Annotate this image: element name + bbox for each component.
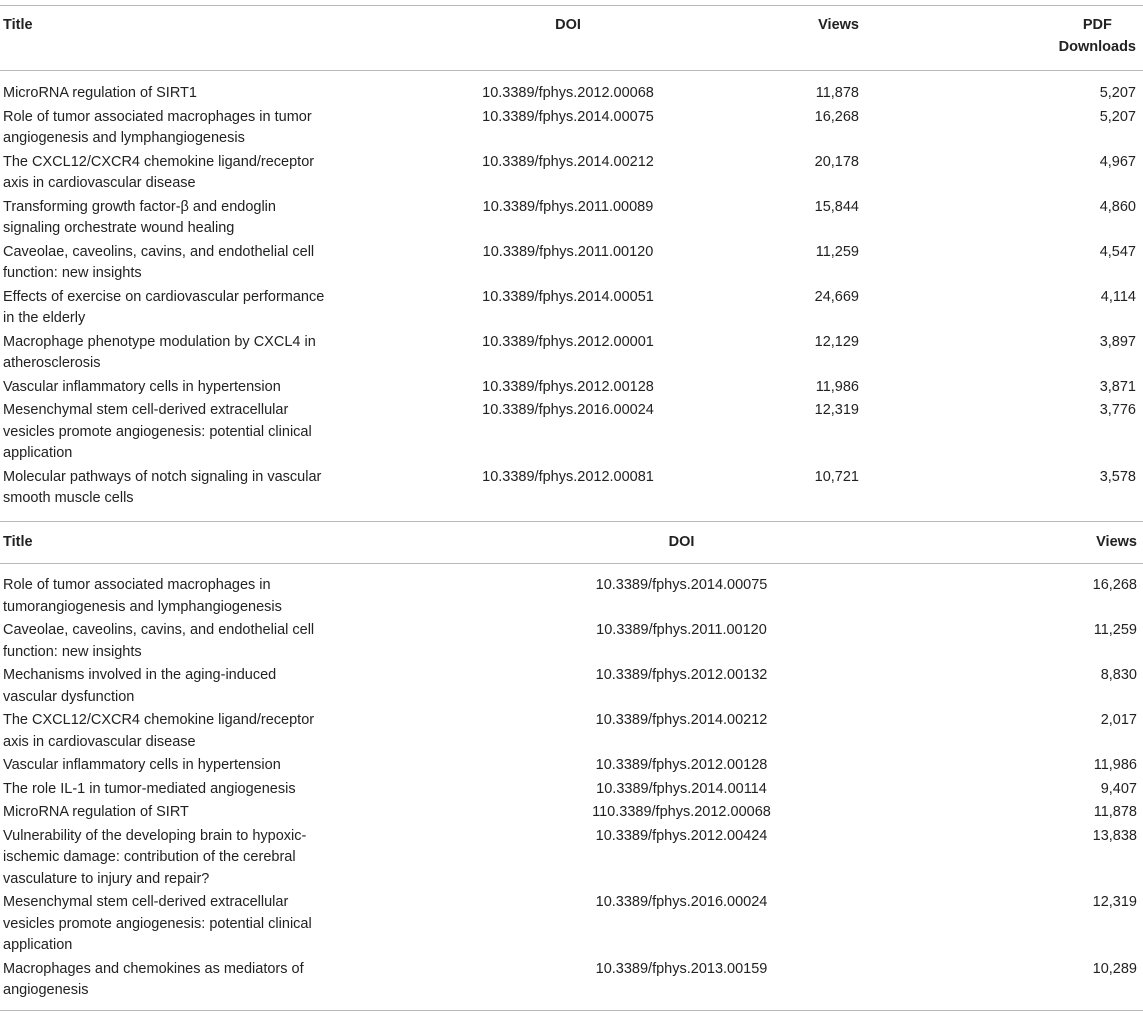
table-row: [0, 665, 1143, 710]
cell-views: 16,268: [1092, 577, 1137, 593]
cell-title: [0, 400, 420, 467]
table-header-row: [0, 3, 1143, 71]
table-row: [0, 564, 1143, 621]
header-views-label: Views: [818, 17, 859, 33]
title-text: Mechanisms involved in the aging-induced vascular dysfunction: [3, 667, 277, 705]
title-text: Caveolae, caveolins, cavins, and endothelial cell function: new insights: [3, 622, 315, 660]
cell-title: [0, 710, 420, 755]
cell-doi: 10.3389/fphys.2011.00120: [482, 243, 654, 260]
header-views: Views: [1096, 533, 1137, 550]
title-text: Effects of exercise on cardiovascular performance in the elderly: [3, 288, 325, 326]
cell-pdf-downloads: 4,114: [1100, 288, 1136, 305]
cell-views: 12,319: [1092, 894, 1137, 910]
cell-doi: 10.3389/fphys.2014.00212: [595, 712, 768, 728]
cell-doi: 10.3389/fphys.2013.00159: [595, 960, 768, 977]
table-row: [0, 779, 1143, 803]
cell-title: [0, 197, 420, 242]
cell-doi: 10.3389/fphys.2016.00024: [482, 402, 654, 418]
header-pdf-downloads: [859, 3, 1143, 71]
cell-views: 15,844: [814, 198, 859, 215]
cell-title: [0, 242, 420, 287]
title-text: Vascular inflammatory cells in hypertension: [3, 757, 281, 773]
cell-title: [0, 826, 420, 893]
cell-title: [0, 377, 420, 401]
cell-views: 24,669: [814, 288, 859, 305]
table-row: [0, 242, 1143, 287]
cell-views: 11,259: [815, 243, 859, 260]
table-row: [0, 826, 1143, 893]
top-articles-table: [0, 3, 1143, 521]
cell-views: 12,319: [814, 402, 859, 418]
title-text: Transforming growth factor-β and endoglin signaling orchestrate wound healing: [3, 198, 276, 236]
cell-pdf-downloads: 5,207: [1099, 85, 1136, 101]
title-text: The CXCL12/CXCR4 chemokine ligand/receptor axis in cardiovascular disease: [3, 153, 315, 191]
cell-views: 13,838: [1092, 827, 1137, 844]
title-text: Macrophages and chemokines as mediators of angiogenesis: [3, 960, 304, 998]
header-pdf-line2: Downloads: [1058, 38, 1136, 55]
title-text: The role IL-1 in tumor-mediated angiogenesis: [3, 780, 296, 797]
cell-views: 10,289: [1092, 960, 1137, 977]
cell-views: 11,986: [1093, 757, 1137, 773]
title-text: MicroRNA regulation of SIRT1: [3, 85, 197, 101]
cell-pdf-downloads: 5,207: [1099, 108, 1136, 125]
title-text: Vulnerability of the developing brain to hypoxic-ischemic damage: contribution of the cerebral vasculature to injury and repair?: [3, 827, 307, 887]
cell-doi: 10.3389/fphys.2012.00132: [595, 667, 768, 683]
cell-views: 12,129: [814, 333, 859, 350]
table-row: [0, 892, 1143, 959]
header-doi: DOI: [668, 533, 695, 550]
table-row: [0, 710, 1143, 755]
table-row: [0, 71, 1143, 107]
cell-pdf-downloads: 4,547: [1099, 243, 1136, 260]
header-pdf-line1: PDF: [1082, 17, 1112, 33]
cell-pdf-downloads: 3,578: [1099, 468, 1136, 485]
title-text: Molecular pathways of notch signaling in vascular smooth muscle cells: [3, 468, 322, 506]
cell-doi: 10.3389/fphys.2016.00024: [595, 894, 768, 910]
table-row: [0, 467, 1143, 521]
cell-doi: 10.3389/fphys.2014.00051: [482, 288, 654, 305]
top-views-table: [0, 521, 1143, 1011]
document-page: [0, 3, 1143, 1018]
cell-title: [0, 959, 420, 1011]
cell-pdf-downloads: 3,776: [1099, 402, 1136, 418]
cell-views: 11,878: [815, 85, 859, 101]
header-title: Title: [3, 533, 33, 550]
cell-views: 11,259: [1093, 622, 1137, 638]
cell-doi: 10.3389/fphys.2012.00128: [595, 757, 768, 773]
cell-views: 9,407: [1100, 780, 1137, 797]
table-row: [0, 755, 1143, 779]
cell-title: [0, 467, 420, 521]
cell-title: [0, 755, 420, 779]
cell-title: [0, 107, 420, 152]
table-header-row: [0, 521, 1143, 564]
table-row: [0, 400, 1143, 467]
cell-views: 8,830: [1100, 667, 1137, 683]
cell-doi: 10.3389/fphys.2012.00424: [595, 827, 768, 844]
title-text: MicroRNA regulation of SIRT: [3, 804, 189, 820]
title-text: Caveolae, caveolins, cavins, and endothelial cell function: new insights: [3, 243, 315, 281]
cell-title: [0, 779, 420, 803]
cell-views: 10,721: [814, 468, 859, 485]
cell-doi: 10.3389/fphys.2014.00212: [482, 153, 654, 170]
cell-title: [0, 620, 420, 665]
cell-title: [0, 332, 420, 377]
top-rule: [0, 5, 1143, 6]
title-text: Vascular inflammatory cells in hypertension: [3, 378, 281, 395]
table-row: [0, 287, 1143, 332]
title-text: Role of tumor associated macrophages in tumorangiogenesis and lymphangiogenesis: [3, 577, 282, 615]
table-row: [0, 332, 1143, 377]
table-row: [0, 959, 1143, 1011]
cell-title: [0, 892, 420, 959]
table-row: [0, 377, 1143, 401]
cell-doi: 10.3389/fphys.2014.00114: [596, 780, 767, 797]
cell-title: [0, 802, 420, 826]
cell-pdf-downloads: 3,897: [1099, 333, 1136, 350]
cell-doi: 10.3389/fphys.2014.00075: [595, 577, 768, 593]
table-row: [0, 152, 1143, 197]
title-text: Macrophage phenotype modulation by CXCL4 in atherosclerosis: [3, 333, 316, 371]
cell-doi: 10.3389/fphys.2011.00120: [596, 622, 767, 638]
cell-title: [0, 287, 420, 332]
cell-views: 11,878: [1093, 804, 1137, 820]
cell-doi: 10.3389/fphys.2014.00075: [482, 108, 654, 125]
cell-pdf-downloads: 4,967: [1099, 153, 1136, 170]
cell-title: [0, 564, 420, 621]
cell-doi: 10.3389/fphys.2012.00068: [482, 85, 654, 101]
title-text: Mesenchymal stem cell-derived extracellular vesicles promote angiogenesis: potential clinical application: [3, 894, 312, 953]
table-row: [0, 197, 1143, 242]
table-row: [0, 107, 1143, 152]
header-doi: DOI: [555, 17, 581, 33]
title-text: The CXCL12/CXCR4 chemokine ligand/receptor axis in cardiovascular disease: [3, 712, 315, 750]
cell-doi: 110.3389/fphys.2012.00068: [592, 804, 771, 820]
header-views: [716, 3, 859, 71]
cell-doi: 10.3389/fphys.2011.00089: [482, 198, 654, 215]
title-text: Mesenchymal stem cell-derived extracellular vesicles promote angiogenesis: potential clinical application: [3, 402, 312, 461]
cell-doi: 10.3389/fphys.2012.00001: [482, 333, 654, 350]
cell-doi: 10.3389/fphys.2012.00081: [482, 468, 654, 485]
cell-title: [0, 665, 420, 710]
cell-doi: 10.3389/fphys.2012.00128: [482, 378, 654, 395]
cell-pdf-downloads: 4,860: [1099, 198, 1136, 215]
cell-pdf-downloads: 3,871: [1099, 378, 1136, 395]
cell-views: 11,986: [815, 378, 859, 395]
cell-title: [0, 152, 420, 197]
cell-views: 20,178: [814, 153, 859, 170]
cell-views: 2,017: [1100, 712, 1137, 728]
table-row: [0, 802, 1143, 826]
cell-views: 16,268: [814, 108, 859, 125]
table-row: [0, 620, 1143, 665]
cell-title: [0, 71, 420, 107]
header-title: Title: [3, 17, 33, 33]
title-text: Role of tumor associated macrophages in tumor angiogenesis and lymphangiogenesis: [3, 108, 312, 146]
